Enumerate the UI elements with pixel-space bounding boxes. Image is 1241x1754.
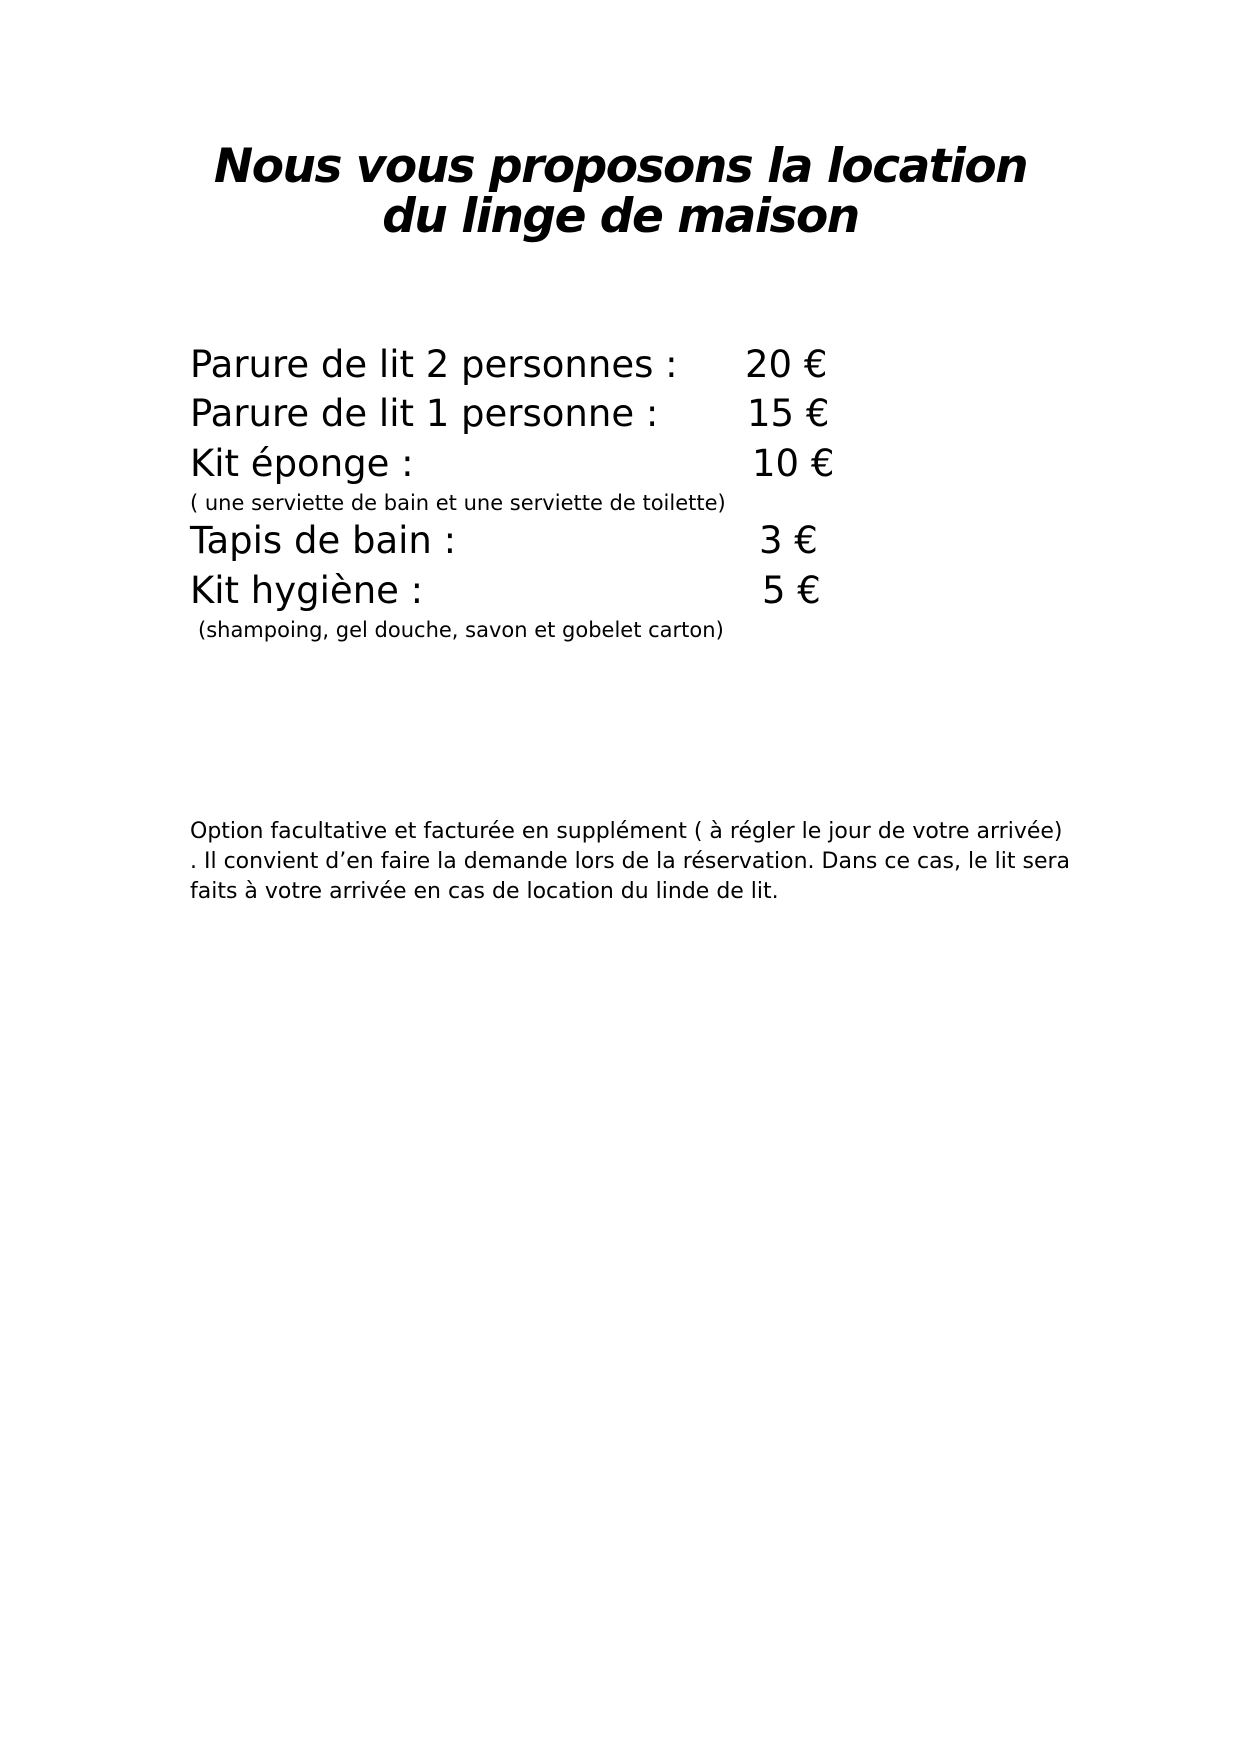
- page-title: [0, 139, 1241, 244]
- item-price: 5 €: [762, 569, 821, 612]
- item-label: Tapis de bain :: [190, 519, 457, 562]
- item-price: 10 €: [752, 442, 835, 485]
- item-price: 15 €: [747, 392, 830, 435]
- item-price: 20 €: [745, 343, 828, 386]
- item-note-towel-kit: ( une serviette de bain et une serviette de toilette): [190, 491, 726, 515]
- item-label: Kit éponge :: [190, 442, 414, 485]
- title-line-1: Nous vous proposons la location: [213, 139, 1028, 194]
- option-paragraph: Option facultative et facturée en supplément ( à régler le jour de votre arrivée) . Il convient d’en faire la demande lors de la réservation. Dans ce cas, le lit sera faits à votre arrivée en cas de location du linde de lit.: [190, 819, 1070, 904]
- item-note-hygiene-kit: (shampoing, gel douche, savon et gobelet carton): [198, 618, 724, 642]
- item-label: Kit hygiène :: [190, 569, 424, 612]
- title-line-2: du linge de maison: [382, 189, 859, 244]
- item-label: Parure de lit 1 personne :: [190, 392, 659, 435]
- item-price: 3 €: [759, 519, 818, 562]
- item-label: Parure de lit 2 personnes :: [190, 343, 678, 386]
